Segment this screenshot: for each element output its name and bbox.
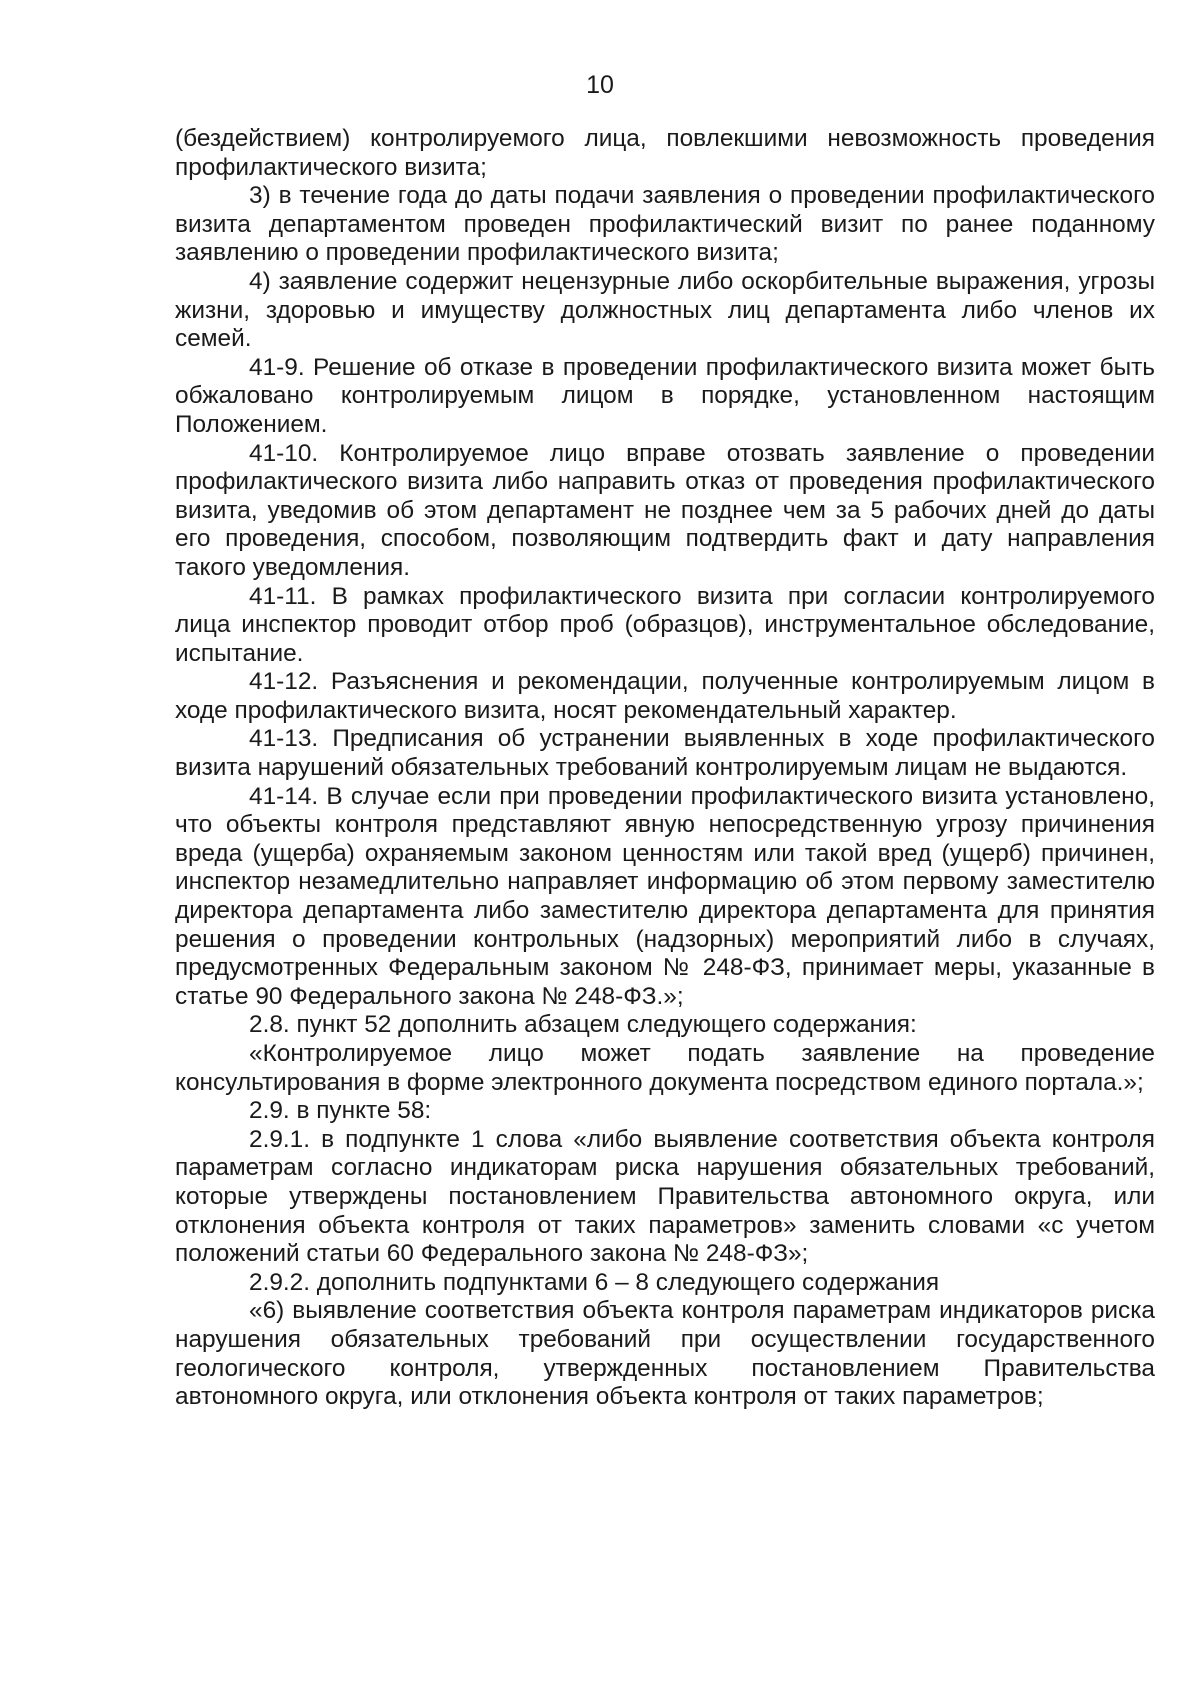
paragraph: 4) заявление содержит нецензурные либо оскорбительные выражения, угрозы жизни, здоровью и имуществу должностных лиц департамента либо членов их семей.	[175, 267, 1155, 353]
paragraph: 2.9.1. в подпункте 1 слова «либо выявление соответствия объекта контроля параметрам согласно индикаторам риска нарушения обязательных требований, которые утверждены постановлением Правительства автономного округа, или отклонения объекта контроля от таких параметров» заменить словами «с учетом положений статьи 60 Федерального закона № 248-ФЗ»;	[175, 1125, 1155, 1268]
paragraph: 41-12. Разъяснения и рекомендации, полученные контролируемым лицом в ходе профилактического визита, носят рекомендательный характер.	[175, 668, 1155, 724]
paragraph: «6) выявление соответствия объекта контроля параметрам индикаторов риска нарушения обязательных требований при осуществлении государственного геологического контроля, утвержденных постановлением Правительства автономного округа, или отклонения объекта контроля от таких параметров;	[175, 1297, 1155, 1411]
paragraph: 41-9. Решение об отказе в проведении профилактического визита может быть обжаловано контролируемым лицом в порядке, установленном настоящим Положением.	[175, 353, 1155, 438]
page-number: 10	[586, 71, 614, 99]
paragraph: 41-10. Контролируемое лицо вправе отозвать заявление о проведении профилактического визита либо направить отказ от проведения профилактического визита, уведомив об этом департамент не позднее чем за 5 рабочих дней до даты его проведения, способом, позволяющим подтвердить факт и дату направления такого уведомления.	[175, 439, 1155, 581]
document-body	[175, 125, 1155, 1412]
paragraph: «Контролируемое лицо может подать заявление на проведение консультирования в форме электронного документа посредством единого портала.»;	[175, 1040, 1155, 1096]
paragraph: 41-14. В случае если при проведении профилактического визита установлено, что объекты контроля представляют явную непосредственную угрозу причинения вреда (ущерба) охраняемым законом ценностям или такой вред (ущерб) причинен, инспектор незамедлительно направляет информацию об этом первому заместителю директора департамента либо заместителю директора департамента для принятия решения о проведении контрольных (надзорных) мероприятий либо в случаях, предусмотренных Федеральным законом № 248-ФЗ, принимает меры, указанные в статье 90 Федерального закона № 248-ФЗ.»;	[175, 782, 1155, 1010]
paragraph: 2.9. в пункте 58:	[249, 1097, 432, 1125]
paragraph: 41-13. Предписания об устранении выявленных в ходе профилактического визита нарушений обязательных требований контролируемым лицам не выдаются.	[175, 725, 1155, 782]
paragraph: 3) в течение года до даты подачи заявления о проведении профилактического визита департаментом проведен профилактический визит по ранее поданному заявлению о проведении профилактического визита;	[175, 182, 1155, 267]
paragraph: 2.9.2. дополнить подпунктами 6 – 8 следующего содержания	[249, 1268, 940, 1296]
paragraph: 41-11. В рамках профилактического визита при согласии контролируемого лица инспектор проводит отбор проб (образцов), инструментальное обследование, испытание.	[175, 582, 1155, 667]
paragraph: (бездействием) контролируемого лица, повлекшими невозможность проведения профилактического визита;	[175, 125, 1155, 181]
paragraph: 2.8. пункт 52 дополнить абзацем следующего содержания:	[249, 1011, 917, 1039]
